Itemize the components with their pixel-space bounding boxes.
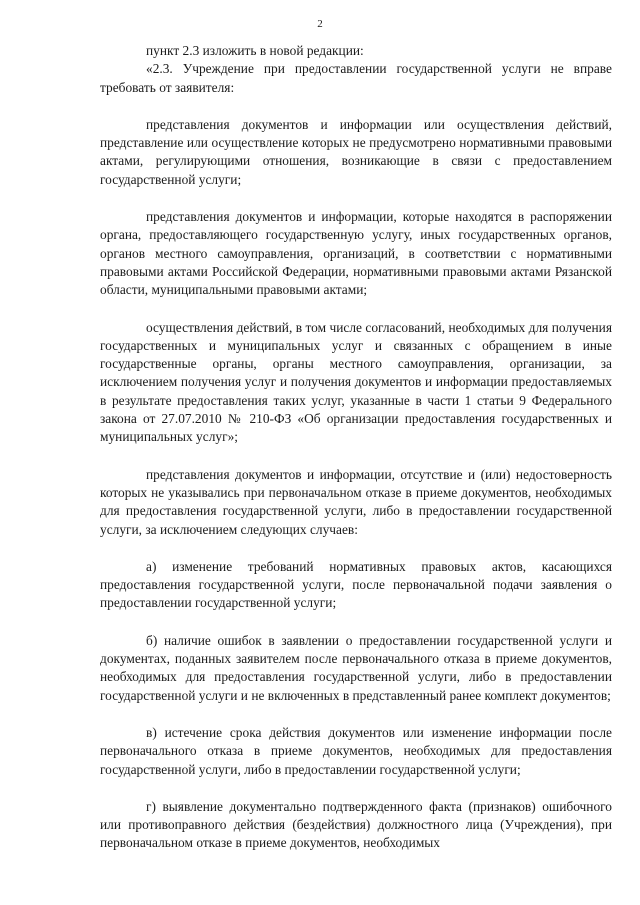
paragraph-case-v: в) истечение срока действия документов или изменение информации после первоначального отказа в приеме документов, необходимых для предоставления государственной услуги, либо в предоставлении государственной услуги; — [100, 724, 612, 777]
paragraph-intro: пункт 2.3 изложить в новой редакции: — [146, 43, 364, 58]
paragraph-item-3: осуществления действий, в том числе согласований, необходимых для получения государственных и муниципальных услуг и связанных с обращением в иные государственные органы, органы местного самоуправления, организации, за исключением получения услуг и получения документов и информации предоставляемых в результате предоставления таких услуг, указанные в части 1 статьи 9 Федерального закона от 27.07.2010 № 210-ФЗ «Об организации предоставления государственных и муниципальных услуг»; — [100, 319, 612, 445]
paragraph-case-b: б) наличие ошибок в заявлении о предоставлении государственной услуги и документах, поданных заявителем после первоначального отказа в приеме документов, необходимых для предоставления государственной услуги, либо в предоставлении государственной услуги и не включенных в представленный ранее комплект документов; — [100, 632, 612, 703]
document-body — [100, 42, 612, 853]
paragraph-clause-2-3: «2.3. Учреждение при предоставлении государственной услуги не вправе требовать от заявителя: — [100, 61, 612, 95]
paragraph-case-a: а) изменение требований нормативных правовых актов, касающихся предоставления государственной услуги, после первоначальной подачи заявления о предоставлении государственной услуги; — [100, 558, 612, 611]
page-number: 2 — [317, 18, 323, 30]
paragraph-item-1: представления документов и информации или осуществления действий, представление или осуществление которых не предусмотрено нормативными правовыми актами, регулирующими отношения, возникающие в связи с предоставлением государственной услуги; — [100, 116, 612, 187]
paragraph-item-2: представления документов и информации, которые находятся в распоряжении органа, предоставляющего государственную услугу, иных государственных органов, органов местного самоуправления, организаций, в соответствии с нормативными правовыми актами Российской Федерации, нормативными правовыми актами Рязанской области, муниципальными правовыми актами; — [100, 209, 612, 298]
paragraph-case-g: г) выявление документально подтвержденного факта (признаков) ошибочного или противоправного действия (бездействия) должностного лица (Учреждения), при первоначальном отказе в приеме документов, необходимых — [100, 798, 612, 851]
paragraph-item-4: представления документов и информации, отсутствие и (или) недостоверность которых не указывались при первоначальном отказе в приеме документов, необходимых для предоставления государственной услуги, либо в предоставлении государственной услуги, за исключением следующих случаев: — [100, 466, 612, 537]
